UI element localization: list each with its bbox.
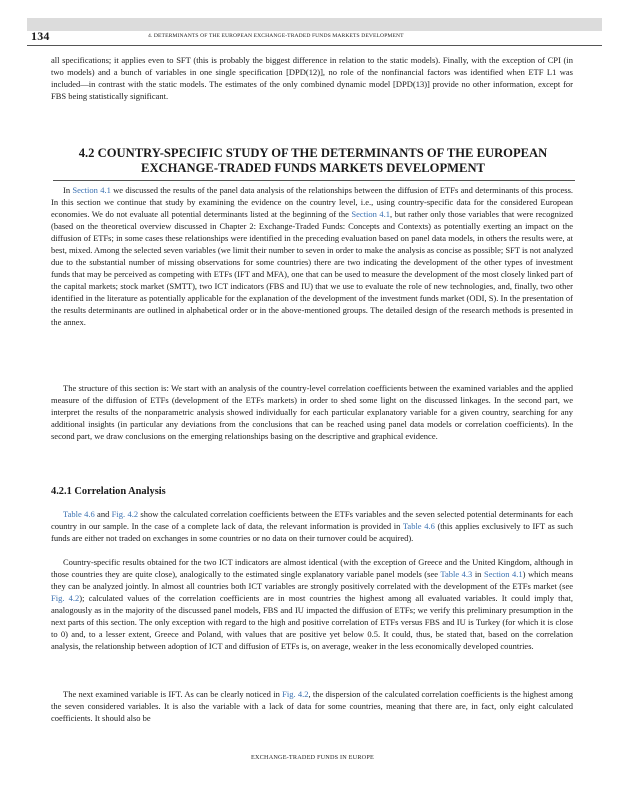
table-link[interactable]: Table 4.6 bbox=[402, 521, 435, 531]
page-number: 134 bbox=[31, 29, 50, 43]
subsection-paragraph-3: The next examined variable is IFT. As can be clearly noticed in Fig. 4.2, the dispersion of the calculated correlation coefficients is the highest among the seven considered variables. It is also the variable with a lack of data for some countries, meaning that there are, in fact, only eight calculated coefficients. It should also be bbox=[51, 689, 573, 723]
figure-link[interactable]: Fig. 4.2 bbox=[282, 689, 309, 699]
header-bar bbox=[27, 18, 602, 31]
running-head: 4. DETERMINANTS OF THE EUROPEAN EXCHANGE-TRADED FUNDS MARKETS DEVELOPMENT bbox=[148, 33, 404, 39]
section-paragraph-1: In Section 4.1 we discussed the results of the panel data analysis of the relationships between the diffusion of ETFs and determinants of this process. In this section we continue that study by examining the evidence on the country level, i.e., using country-specific data for the considered European economies. We do not evaluate all potential determinants listed at the beginning of the Section 4.1, but rather only those variables that were recognized (based on the theoretical overview discussed in Chapter 2: Exchange-Traded Funds: Concepts and Contexts) as potentially exerting an impact on the diffusion of ETFs; in some cases these relationships were identified in the preceding evaluation based on panel data models, in others the results were, at best, mixed. Among the selected seven variables (we limit their number to seven in order to make the analysis as concise as possible; SFT is not analyzed due to the substantial number of missing observations for some countries) there are two indicating the development of the other types of investment funds that may be perceived as competing with ETFs (IFT and MFA), one that can be used to measure the development of the most closely linked part of the capital markets; stock market (SMTT), two ICT indicators (FBS and IU) that we use to evaluate the role of new technologies, and, finally, two other identified in the literature as potentially applicable for the explanation of the development of the investment funds market (ODI, S). In the presentation of the results determinants are outlined in alphabetical order or in the above-mentioned groups. The detailed design of the research methods is presented in the annex. bbox=[51, 185, 573, 327]
footer-book-title: EXCHANGE-TRADED FUNDS IN EUROPE bbox=[251, 754, 374, 761]
section-title-rule bbox=[53, 180, 575, 181]
table-link[interactable]: Table 4.6 bbox=[63, 509, 95, 519]
figure-link[interactable]: Fig. 4.2 bbox=[111, 509, 139, 519]
section-title: 4.2 COUNTRY-SPECIFIC STUDY OF THE DETERMINANTS OF THE EUROPEAN EXCHANGE-TRADED FUNDS MARKETS DEVELOPMENT bbox=[78, 146, 548, 175]
subsection-title: 4.2.1 Correlation Analysis bbox=[51, 486, 166, 497]
table-link[interactable]: Table 4.3 bbox=[440, 569, 473, 579]
figure-link[interactable]: Fig. 4.2 bbox=[51, 593, 80, 603]
section-link[interactable]: Section 4.1 bbox=[483, 569, 523, 579]
section-link[interactable]: Section 4.1 bbox=[351, 209, 391, 219]
header-rule bbox=[27, 45, 602, 46]
intro-paragraph: all specifications; it applies even to SFT (this is probably the biggest difference in relation to the static models). Finally, with the exception of CPI (in two models) and a bunch of variables in one single specification [DPD(12)], no role of the nonfinancial factors was identified when ETF L1 was included—in contrast with the static models. The estimates of the only combined dynamic model [DPD(13)] provide no other information, except for FBS being statistically significant. bbox=[51, 55, 573, 101]
subsection-paragraph-1: Table 4.6 and Fig. 4.2 show the calculated correlation coefficients between the ETFs variables and the seven selected potential determinants for each country in our sample. In the case of a complete lack of data, the relevant information is provided in Table 4.6 (this applies exclusively to IFT as such funds are either not traded on exchanges in some countries or no data on their turnover could be acquired). bbox=[51, 509, 573, 543]
section-link[interactable]: Section 4.1 bbox=[72, 185, 111, 195]
subsection-paragraph-2: Country-specific results obtained for the two ICT indicators are almost identical (with the exception of Greece and the United Kingdom, although in those countries they are quite close), analogically to the estimated single explanatory variable panel models (see Table 4.3 in Section 4.1) which means they can be analyzed jointly. In almost all countries both ICT variables are strongly positively correlated with the development of the ETFs market (see Fig. 4.2); calculated values of the correlation coefficients are in most countries the highest among all evaluated variables. It could imply that, analogously as in the majority of the discussed panel models, FBS and IU impacted the diffusion of ETFs; we verify this preliminary presumption in the next parts of this section. The only exception with regard to the high and positive correlation of ETFs versus FBS and IU is Turkey (for which it is close to 0) and, to a lesser extent, Greece and Poland, with values that are positive yet below 0.5. It could, thus, be stated that, based on the correlation analysis, the relationship between adoption of ICT and diffusion of ETFs is, on average, weaker in the less economically developed countries. bbox=[51, 557, 573, 651]
section-paragraph-2: The structure of this section is: We start with an analysis of the country-level correlation coefficients between the examined variables and the applied measure of the diffusion of ETFs (development of the ETFs markets) in order to shed some light on the discussed linkages. In the second part, we interpret the results of the nonparametric analysis showed individually for each particular explanatory variable for a given country, searching for any additional insights (in particular any deviations from the conclusions that can be reached using panel data models or correlation coefficients). In the second part, we draw conclusions on the emerging relationships basing on the descriptive and graphical evidence. bbox=[51, 383, 573, 441]
